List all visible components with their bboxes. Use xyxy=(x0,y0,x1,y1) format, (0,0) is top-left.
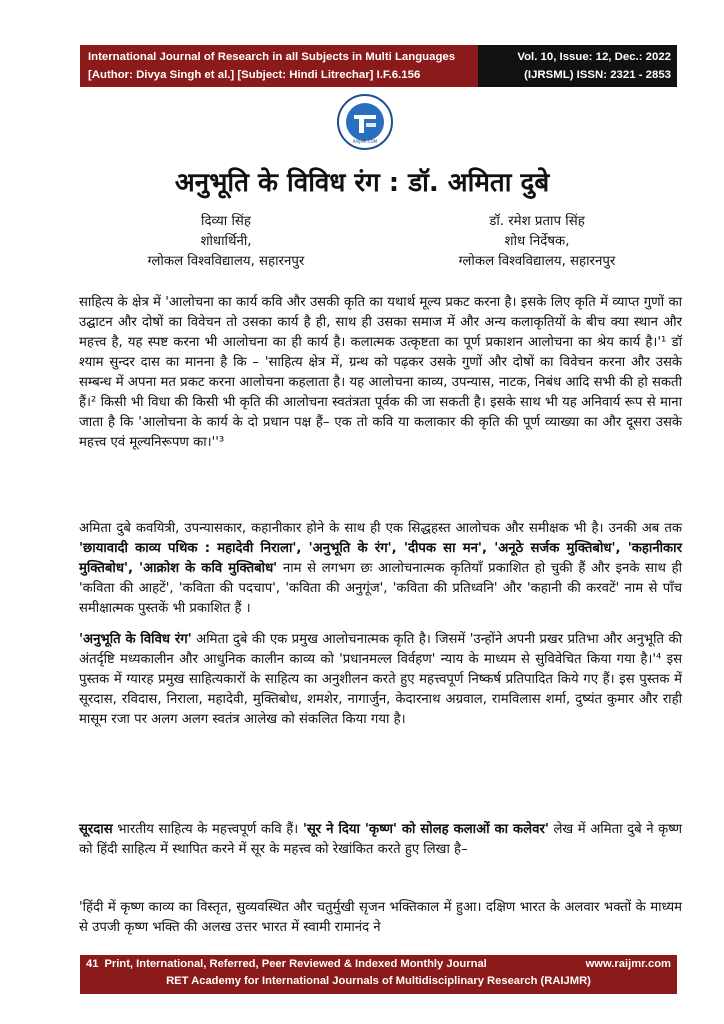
author-role: शोधार्थिनी, xyxy=(200,234,252,249)
article-heading: 'सूर ने दिया 'कृष्ण' को सोलह कलाओं का कलेवर' xyxy=(302,822,549,837)
paragraph-anubhuti-book xyxy=(79,630,682,730)
journal-description: Print, International, Referred, Peer Reviewed & Indexed Monthly Journal xyxy=(104,958,487,970)
body-text: अमिता दुबे की एक प्रमुख आलोचनात्मक कृति है। जिसमें 'उन्होंने अपनी प्रखर प्रतिभा और अनुभूति की अंतर्दृष्टि मध्यकालीन और आधुनिक कालीन काव्य को 'प्रधानमल्ल विर्वहण' न्याय के माध्यम से सुविवेचित किया गया है।'⁴ इस पुस्तक में ग्यारह प्रमुख साहित्यकारों के साहित्य का अनुशीलन करते हुए महत्त्वपूर्ण निष्कर्ष प्रतिपादित किये गए हैं। इस पुस्तक में सूरदास, रविदास, निराला, महादेवी, मुक्तिबोध, शमशेर, नागार्जुन, केदारनाथ अग्रवाल, रामविलास शर्मा, दुष्यंत कुमार और राही मासूम रजा पर अलग अलग स्वतंत्र आलेख को संकलित किया गया है। xyxy=(79,632,682,727)
author-block-1 xyxy=(106,212,346,272)
body-text: भारतीय साहित्य के महत्त्वपूर्ण कवि हैं। xyxy=(112,822,303,837)
publisher-name: RET Academy for International Journals of Multidisciplinary Research (RAIJMR) xyxy=(166,975,591,987)
article-title: अनुभूति के विविध रंग : डॉ. अमिता दुबे xyxy=(174,168,550,198)
author-affiliation: ग्लोकल विश्वविद्यालय, सहारनपुर xyxy=(458,254,616,269)
raijmr-logo xyxy=(336,93,394,151)
book-titles: 'छायावादी काव्य पथिक : महादेवी निराला', 'अनुभूति के रंग', 'दीपक सा मन', 'अनूठे सर्जक मुक्तिबोध', 'कहानीकार मुक्तिबोध', 'आक्रोश के कवि मुक्तिबोध' xyxy=(79,541,682,576)
author-affiliation: ग्लोकल विश्वविद्यालय, सहारनपुर xyxy=(147,254,305,269)
author-name: डॉ. रमेश प्रताप सिंह xyxy=(489,214,585,229)
poet-name: सूरदास xyxy=(79,822,113,837)
paragraph-krishna-poetry-quote: 'हिंदी में कृष्ण काव्य का विस्तृत, सुव्यवस्थित और चतुर्मुखी सृजन भक्तिकाल में हुआ। दक्षिण भारत के अलवार भक्तों के माध्यम से उपजी कृष्ण भक्ति की अलख उत्तर भारत में स्वामी रामानंद ने xyxy=(79,900,682,935)
issn: (IJRSML) ISSN: 2321 - 2853 xyxy=(524,69,671,81)
page-number: 41 xyxy=(86,958,99,970)
paragraph-amita-dubey-works xyxy=(79,519,682,619)
body-text: नाम से लगभग छः आलोचनात्मक कृतियाँ प्रकाशित हो चुकी हैं और इनके साथ ही 'कविता की आहटें', 'कविता की पदचाप', 'कविता की अनुगूंज', 'कविता की प्रतिध्वनि' और 'कहानी की करवटें' नाम से पाँच समीक्षात्मक पुस्तकें भी प्रकाशित हैं । xyxy=(79,561,682,616)
volume-issue: Vol. 10, Issue: 12, Dec.: 2022 xyxy=(517,51,671,63)
header-journal-info xyxy=(80,45,478,87)
journal-url[interactable]: www.raijmr.com xyxy=(585,958,671,970)
journal-name: International Journal of Research in all Subjects in Multi Languages xyxy=(88,51,456,63)
book-title: 'अनुभूति के विविध रंग' xyxy=(79,632,192,647)
journal-footer xyxy=(80,955,677,994)
paragraph-surdas xyxy=(79,820,682,860)
author-role: शोध निर्देषक, xyxy=(504,234,570,249)
paragraph-criticism-definition: साहित्य के क्षेत्र में 'आलोचना का कार्य कवि और उसकी कृति का यथार्थ मूल्य प्रकट करना है। इसके लिए कृति में व्याप्त गुणों का उद्घाटन और दोषों का विवेचन तो उसका कार्य है ही, साथ ही उसका समाज में और अन्य कलाकृतियों के बीच क्या स्थान और महत्त्व है, यह स्पष्ट करना भी आलोचना का ही कार्य है। कलात्मक उत्कृष्टता का पूर्ण प्रकाशन आलोचना का श्रेय कार्य है।'¹ डॉ श्याम सुन्दर दास का मानना है कि – 'साहित्य क्षेत्र में, ग्रन्थ को पढ़कर उसके गुणों और दोषों का विवेचन करना और उसके सम्बन्ध में अपना मत प्रकट करना आलोचना कहलाता है। यह आलोचना काव्य, उपन्यास, नाटक, निबंध आदि सभी की हो सकती हैं।² किसी भी विधा की किसी भी कृति की आलोचना स्वतंत्रता पूर्वक की जा सकती है। इसके साथ भी यह अनिवार्य रूप से माना जाता है कि 'आलोचना के कार्य के दो प्रधान पक्ष हैं– एक तो कवि या कलाकार की कृति की पूर्ण व्याख्या का और दूसरा उसके महत्त्व एवं मूल्यनिरूपण का।''³ xyxy=(79,295,682,450)
header-issue-info xyxy=(478,45,677,87)
author-block-2 xyxy=(420,212,654,272)
footer-line-1 xyxy=(86,958,487,970)
body-text: लेख में अमिता दुबे ने कृष्ण को हिंदी साहित्य में स्थापित करने में सूर के महत्त्व को रेखांकित करते हुए लिखा है– xyxy=(79,822,682,857)
body-text: अमिता दुबे कवयित्री, उपन्यासकार, कहानीकार होने के साथ ही एक सिद्धहस्त आलोचक और समीक्षक भी है। उनकी अब तक xyxy=(79,521,682,536)
logo-text: RAIJMR.COM xyxy=(352,139,378,144)
journal-header xyxy=(80,45,677,87)
author-name: दिव्या सिंह xyxy=(201,214,251,229)
author-subject-line: [Author: Divya Singh et al.] [Subject: Hindi Litrechar] I.F.6.156 xyxy=(88,69,421,81)
